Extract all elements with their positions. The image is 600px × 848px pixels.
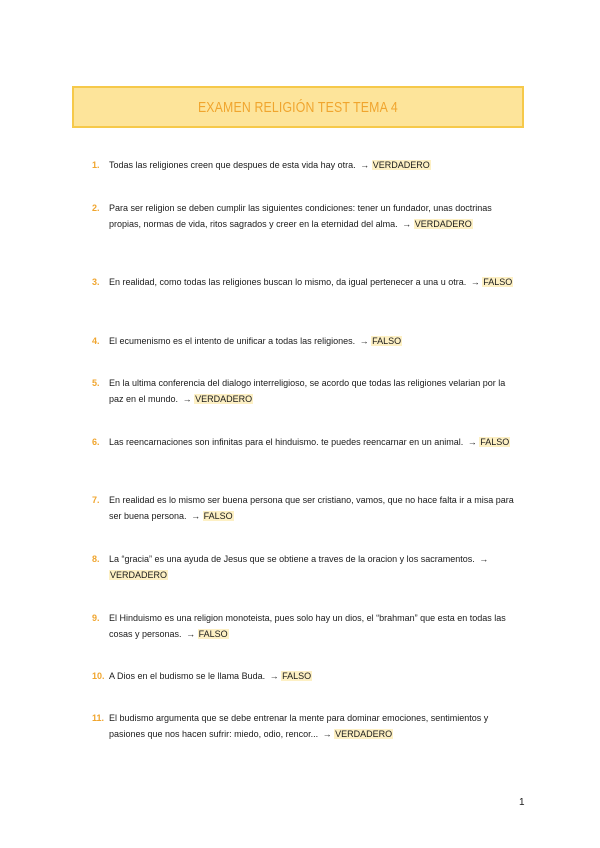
arrow-icon: → (182, 394, 192, 404)
answer-highlight: FALSO (203, 511, 233, 521)
question-text: En la ultima conferencia del dialogo interreligioso, se acordo que todas las religiones velarian por la paz en el mundo. (109, 378, 506, 404)
answer-highlight: FALSO (198, 629, 228, 639)
question-number: 9. (92, 613, 100, 623)
question-body (109, 157, 522, 173)
question-item (92, 610, 522, 642)
arrow-icon: → (402, 219, 412, 229)
question-number: 1. (92, 160, 100, 170)
question-text: El Hinduismo es una religion monoteista, pues solo hay un dios, el “brahman” que esta en todas las cosas y personas. (109, 613, 506, 639)
question-number: 8. (92, 554, 100, 564)
question-number: 5. (92, 378, 100, 388)
answer-highlight: VERDADERO (195, 394, 253, 404)
question-body (109, 333, 522, 349)
arrow-icon: → (470, 277, 480, 287)
answer-highlight: FALSO (483, 277, 513, 287)
arrow-icon: → (467, 437, 477, 447)
question-number: 7. (92, 495, 100, 505)
question-text: El budismo argumenta que se debe entrenar la mente para dominar emociones, sentimientos y pasiones que nos hacen sufrir: miedo, odio, rencor... (109, 713, 489, 739)
arrow-icon: → (479, 554, 489, 564)
question-item (92, 668, 522, 684)
question-body (109, 492, 522, 524)
question-text: A Dios en el budismo se le llama Buda. (109, 671, 266, 681)
answer-highlight: FALSO (372, 336, 402, 346)
arrow-icon: → (186, 629, 196, 639)
question-number: 10. (92, 671, 105, 681)
question-body (109, 610, 522, 642)
question-number: 6. (92, 437, 100, 447)
answer-highlight: VERDADERO (372, 160, 430, 170)
question-body (109, 200, 522, 232)
question-item (92, 492, 522, 524)
arrow-icon: → (269, 671, 279, 681)
title-banner (72, 86, 524, 128)
answer-highlight: VERDADERO (335, 729, 393, 739)
question-body (109, 434, 522, 450)
question-text: Todas las religiones creen que despues de esta vida hay otra. (109, 160, 356, 170)
arrow-icon: → (359, 336, 369, 346)
question-number: 3. (92, 277, 100, 287)
question-item (92, 434, 522, 450)
page-number: 1 (519, 797, 525, 808)
answer-highlight: FALSO (480, 437, 510, 447)
question-body (109, 274, 522, 290)
question-text: En realidad es lo mismo ser buena persona que ser cristiano, vamos, que no hace falta ir a misa para ser buena persona. (109, 495, 514, 521)
answer-highlight: VERDADERO (110, 570, 168, 580)
question-item (92, 157, 522, 173)
question-body (109, 668, 522, 684)
question-text: Las reencarnaciones son infinitas para el hinduismo. te puedes reencarnar en un animal. (109, 437, 464, 447)
question-text: En realidad, como todas las religiones buscan lo mismo, da igual pertenecer a una u otra. (109, 277, 467, 287)
question-item (92, 551, 522, 583)
question-number: 4. (92, 336, 100, 346)
page-title: EXAMEN RELIGIÓN TEST TEMA 4 (198, 98, 398, 116)
question-body (109, 710, 522, 742)
question-text: El ecumenismo es el intento de unificar a todas las religiones. (109, 336, 356, 346)
answer-highlight: VERDADERO (414, 219, 472, 229)
question-item (92, 200, 522, 232)
question-item (92, 710, 522, 742)
question-number: 11. (92, 713, 105, 723)
question-body (109, 375, 522, 407)
arrow-icon: → (360, 160, 370, 170)
question-text: La “gracia” es una ayuda de Jesus que se obtiene a traves de la oracion y los sacramentos. (109, 554, 475, 564)
question-item (92, 375, 522, 407)
question-item (92, 274, 522, 290)
answer-highlight: FALSO (282, 671, 312, 681)
question-text: Para ser religion se deben cumplir las siguientes condiciones: tener un fundador, unas doctrinas propias, normas de vida, ritos sagrados y creer en la eternidad del alma. (109, 203, 492, 229)
arrow-icon: → (191, 511, 201, 521)
question-number: 2. (92, 203, 100, 213)
question-body (109, 551, 522, 583)
question-item (92, 333, 522, 349)
arrow-icon: → (322, 729, 332, 739)
